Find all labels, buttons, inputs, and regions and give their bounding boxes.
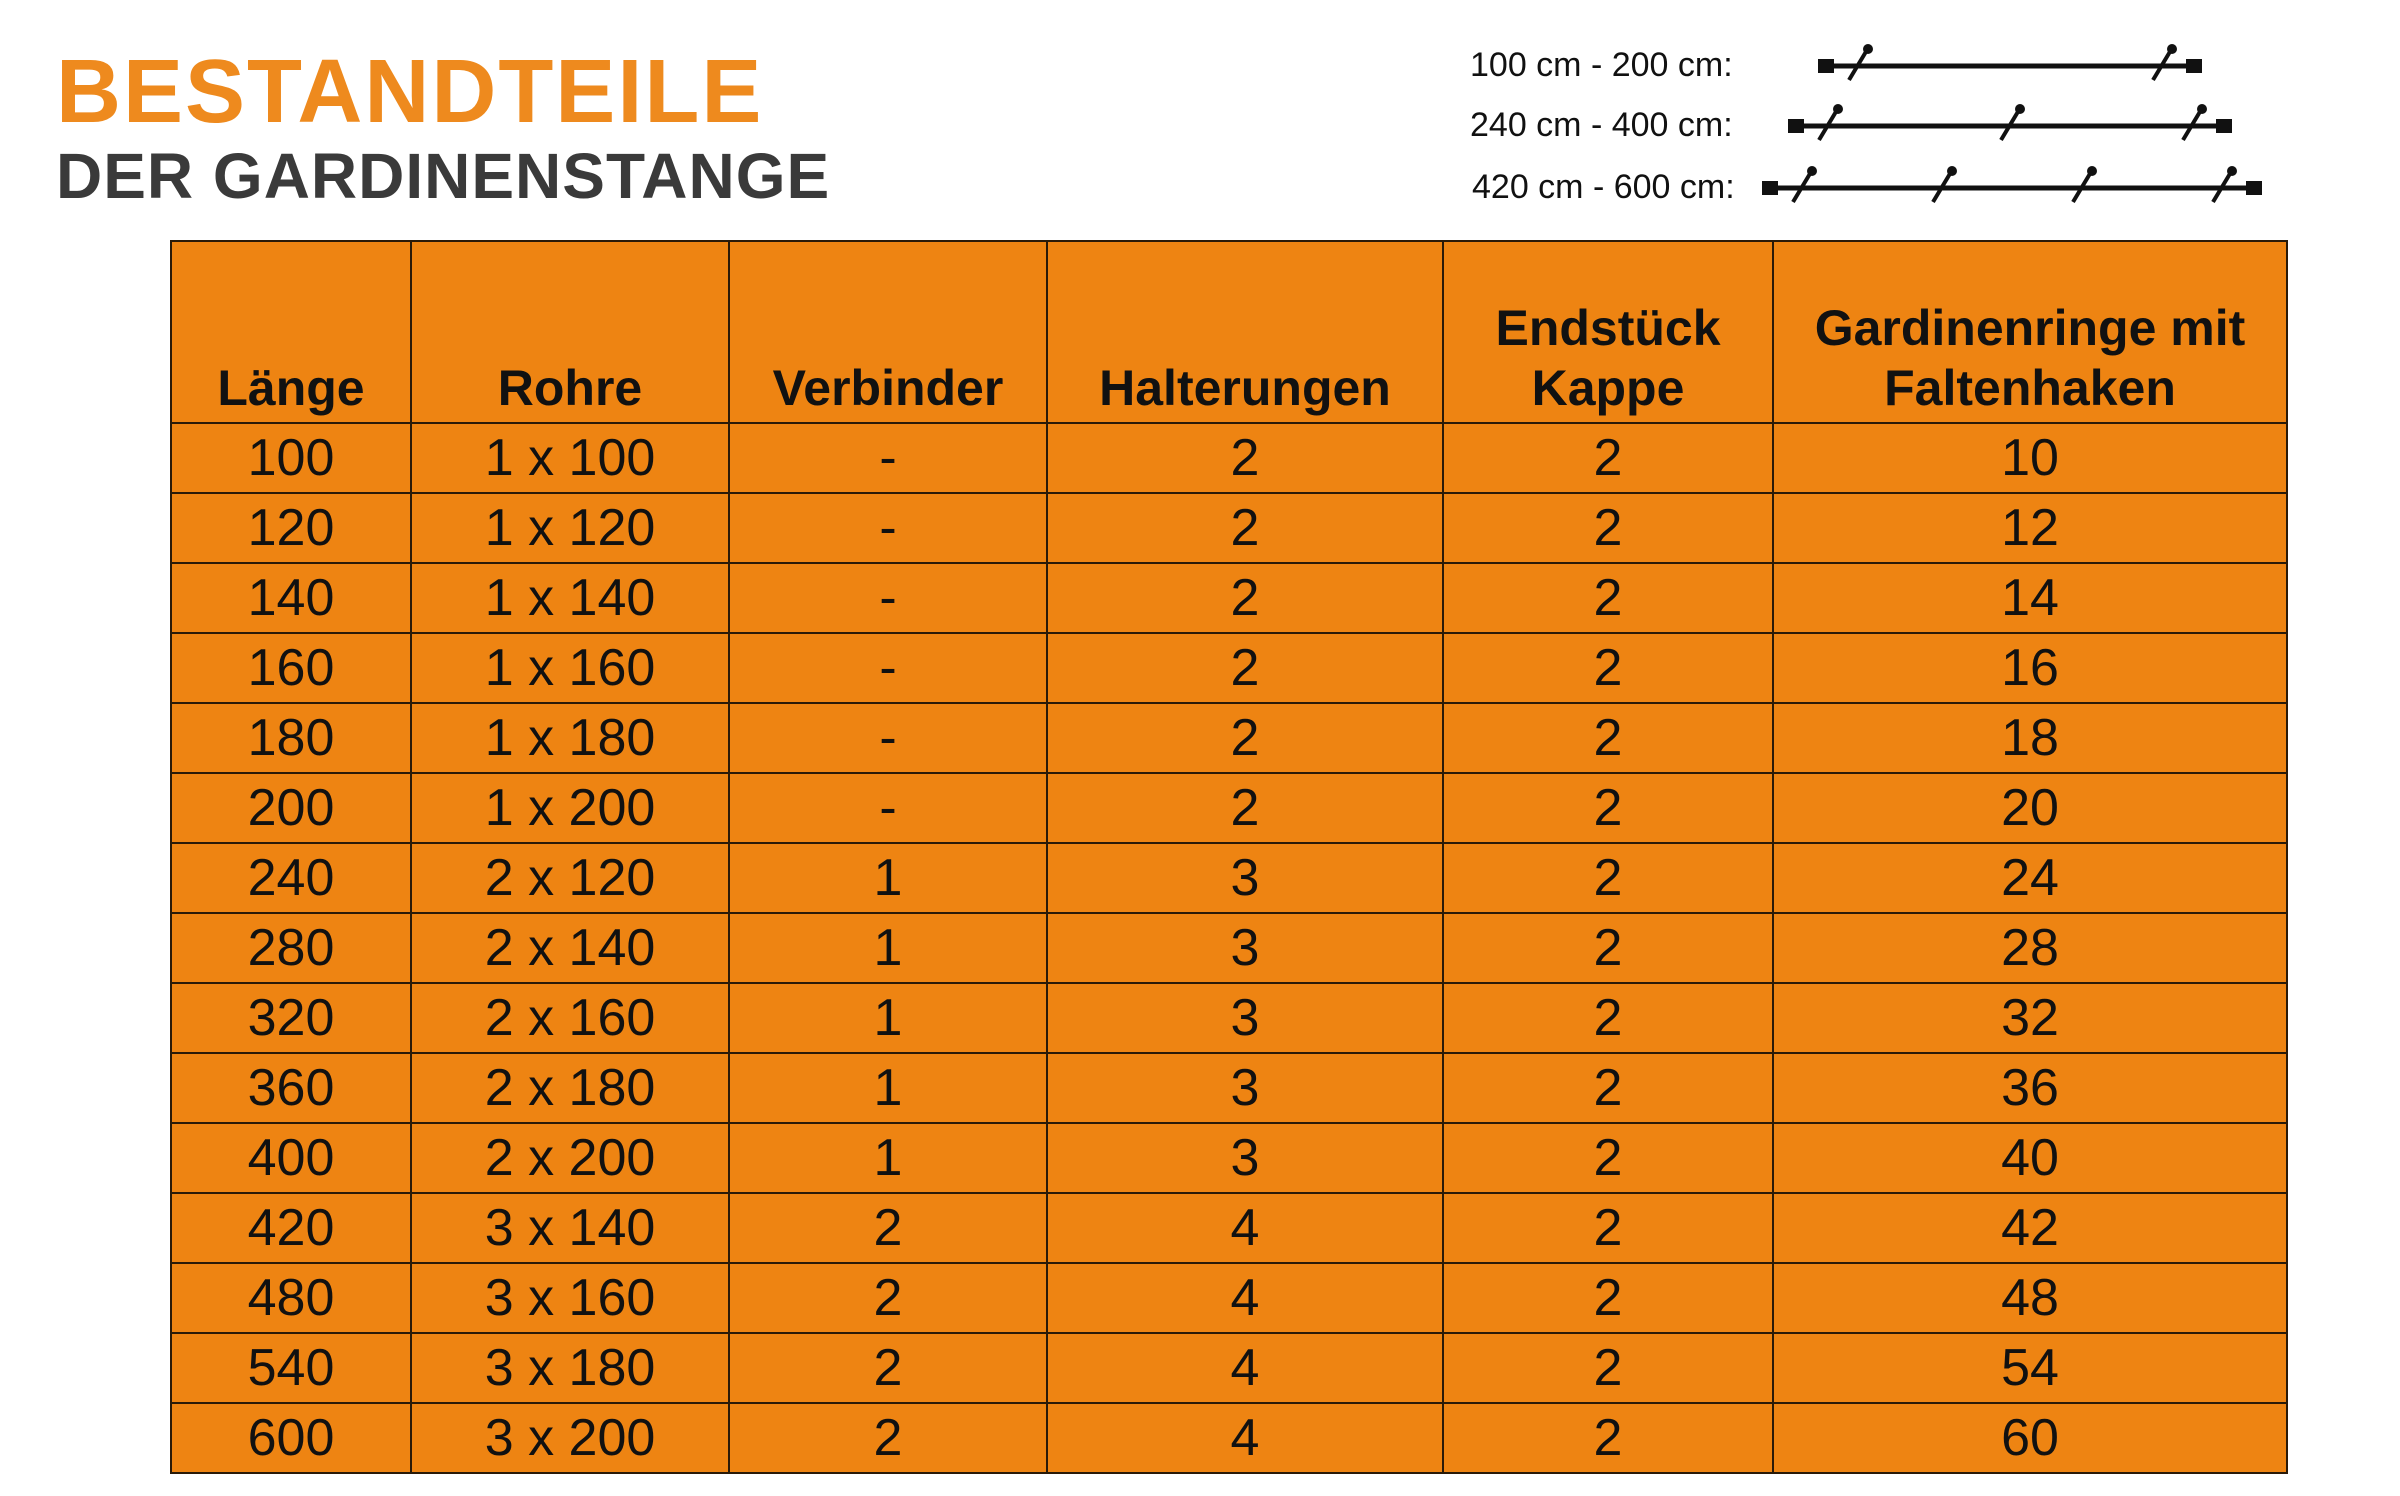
rod-end-cap [2216,119,2232,133]
table-cell: 4 [1047,1263,1443,1333]
legend-row [1470,36,2270,96]
table-row [171,1263,2287,1333]
table-row [171,773,2287,843]
table-cell: 160 [171,633,411,703]
column-header-line: Faltenhaken [1884,360,2176,416]
table-cell: - [729,703,1047,773]
table-cell: 1 [729,1123,1047,1193]
table-cell: 2 [1443,1053,1773,1123]
rod-bracket-screw [2227,166,2237,176]
table-cell: 48 [1773,1263,2287,1333]
components-table [170,240,2288,1474]
table-cell: 18 [1773,703,2287,773]
table-cell: 2 [729,1193,1047,1263]
table-cell: 360 [171,1053,411,1123]
table-cell: 2 x 160 [411,983,729,1053]
table-cell: 2 [1443,1263,1773,1333]
column-header-line: Rohre [497,360,643,416]
table-cell: 180 [171,703,411,773]
table-cell: 2 [1047,493,1443,563]
table-cell: 36 [1773,1053,2287,1123]
header-end-cap [1443,241,1773,423]
table-cell: 4 [1047,1193,1443,1263]
column-header-line: Gardinenringe mit [1814,300,2246,356]
table-cell: 3 [1047,843,1443,913]
table-cell: 42 [1773,1193,2287,1263]
table-row [171,563,2287,633]
header-brackets [1047,241,1443,423]
table-cell: - [729,423,1047,493]
table-body [171,423,2287,1473]
table-cell: 4 [1047,1333,1443,1403]
table-cell: 4 [1047,1403,1443,1473]
rod-bracket-screw [1807,166,1817,176]
table-cell: 2 x 200 [411,1123,729,1193]
rod-end-cap [1788,119,1804,133]
column-header-line: Verbinder [772,360,1004,416]
table-row [171,843,2287,913]
table-cell: 3 [1047,1053,1443,1123]
table-cell: 2 [1443,843,1773,913]
table-cell: 2 [1047,563,1443,633]
rod-bracket-screw [2167,44,2177,54]
table-cell: 20 [1773,773,2287,843]
table-cell: - [729,633,1047,703]
table-cell: 16 [1773,633,2287,703]
table-cell: 2 [1443,633,1773,703]
table-cell: 2 [1443,983,1773,1053]
column-header-line: Halterungen [1099,360,1391,416]
table-cell: 3 [1047,983,1443,1053]
table-row [171,1193,2287,1263]
table-cell: 480 [171,1263,411,1333]
table-cell: 2 [729,1333,1047,1403]
table-cell: 2 [1443,1403,1773,1473]
header-pipes [411,241,729,423]
rod-bracket-screw [1833,104,1843,114]
table-cell: 10 [1773,423,2287,493]
table-cell: 2 [1443,1193,1773,1263]
table-cell: 280 [171,913,411,983]
table-cell: - [729,773,1047,843]
table-cell: 320 [171,983,411,1053]
table-cell: 120 [171,493,411,563]
rod-bracket-screw [1863,44,1873,54]
table-cell: 2 [1443,1333,1773,1403]
legend-label: 100 cm - 200 cm: [1470,46,1733,84]
table-cell: 24 [1773,843,2287,913]
header-connectors [729,241,1047,423]
table-cell: 2 [1443,913,1773,983]
rod-end-cap [1762,181,1778,195]
table-cell: 600 [171,1403,411,1473]
table-row [171,493,2287,563]
table-row [171,1333,2287,1403]
table-cell: - [729,493,1047,563]
table-cell: 2 [1047,423,1443,493]
table-row [171,1403,2287,1473]
page-title: BESTANDTEILE [56,42,764,142]
table-cell: 2 x 140 [411,913,729,983]
table-row [171,423,2287,493]
header-rings [1773,241,2287,423]
legend-row [1470,96,2270,156]
table-cell: 3 x 200 [411,1403,729,1473]
table-cell: 3 x 180 [411,1333,729,1403]
table-cell: 2 [1443,493,1773,563]
table-cell: 2 [729,1263,1047,1333]
curtain-rod-icon [1818,36,2202,96]
table-cell: 2 x 120 [411,843,729,913]
title-block [56,44,830,212]
table-cell: 3 [1047,913,1443,983]
table-cell: 32 [1773,983,2287,1053]
curtain-rod-icon [1762,158,2262,218]
table-cell: 1 x 160 [411,633,729,703]
table-header-row [171,241,2287,423]
table-cell: 12 [1773,493,2287,563]
table-cell: 40 [1773,1123,2287,1193]
table-cell: 2 [1047,633,1443,703]
legend-label: 420 cm - 600 cm: [1472,168,1735,206]
column-header-line: Länge [217,360,365,416]
table-cell: 3 x 140 [411,1193,729,1263]
rod-end-cap [2246,181,2262,195]
table-cell: 3 x 160 [411,1263,729,1333]
column-header-line: Kappe [1531,360,1685,416]
table-row [171,1053,2287,1123]
table-cell: 420 [171,1193,411,1263]
table-cell: 140 [171,563,411,633]
rod-length-legend [1470,36,2270,216]
table-cell: 14 [1773,563,2287,633]
rod-end-cap [1818,59,1834,73]
table-cell: 3 [1047,1123,1443,1193]
table-cell: 100 [171,423,411,493]
rod-end-cap [2186,59,2202,73]
table-cell: 1 [729,843,1047,913]
column-header-line: Endstück [1495,300,1721,356]
header-length [171,241,411,423]
curtain-rod-icon [1788,96,2232,156]
table-row [171,633,2287,703]
table-row [171,913,2287,983]
legend-label: 240 cm - 400 cm: [1470,106,1733,144]
table-cell: 2 [1443,773,1773,843]
table-cell: 1 [729,1053,1047,1123]
table-row [171,1123,2287,1193]
rod-bracket-screw [2197,104,2207,114]
table-cell: 2 [1443,563,1773,633]
legend-row [1470,158,2270,218]
table-cell: 2 [1443,423,1773,493]
table-row [171,703,2287,773]
table-cell: 2 x 180 [411,1053,729,1123]
table-cell: 1 x 100 [411,423,729,493]
table-cell: 400 [171,1123,411,1193]
table-cell: 1 [729,983,1047,1053]
rod-bracket-screw [2015,104,2025,114]
table-cell: 540 [171,1333,411,1403]
table-cell: 2 [729,1403,1047,1473]
table-cell: 1 x 180 [411,703,729,773]
table-row [171,983,2287,1053]
table-cell: 200 [171,773,411,843]
table-cell: 2 [1443,1123,1773,1193]
table-cell: 1 [729,913,1047,983]
rod-bracket-screw [2087,166,2097,176]
table-cell: 28 [1773,913,2287,983]
table-cell: 2 [1047,703,1443,773]
page-subtitle: DER GARDINENSTANGE [56,140,831,212]
table-cell: 54 [1773,1333,2287,1403]
table-cell: 1 x 120 [411,493,729,563]
table-cell: 1 x 200 [411,773,729,843]
table-cell: 60 [1773,1403,2287,1473]
table-cell: 240 [171,843,411,913]
table-cell: 2 [1443,703,1773,773]
table-cell: - [729,563,1047,633]
table-cell: 1 x 140 [411,563,729,633]
rod-bracket-screw [1947,166,1957,176]
table-cell: 2 [1047,773,1443,843]
